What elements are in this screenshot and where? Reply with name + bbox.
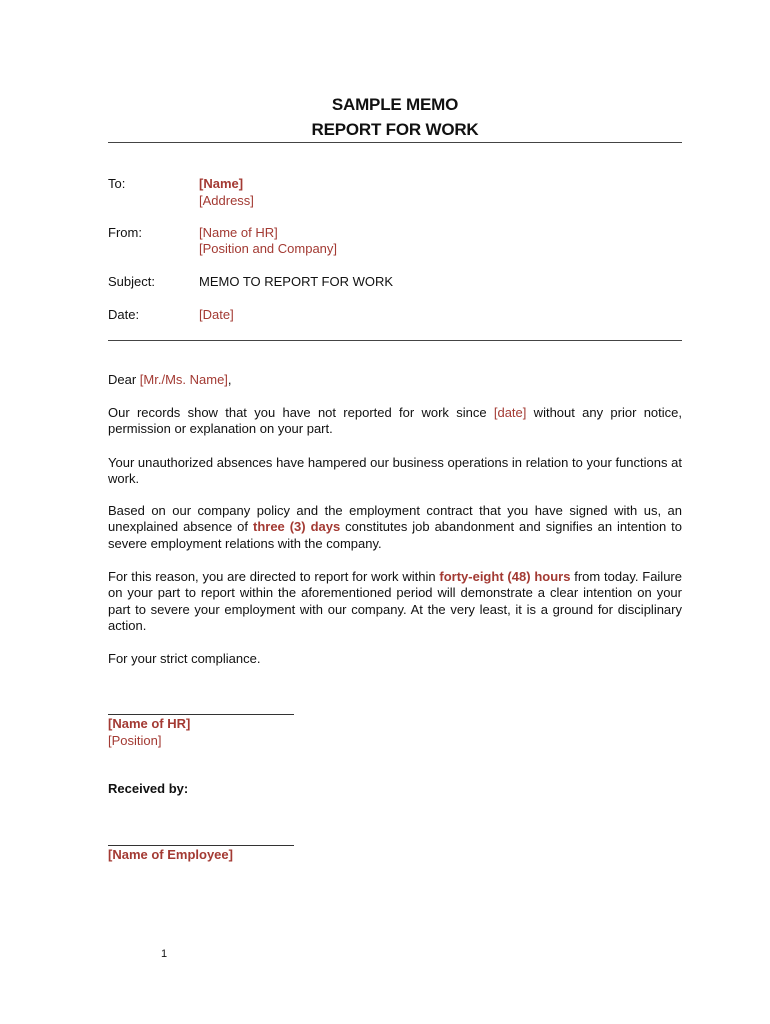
date-value: [Date] — [199, 307, 234, 322]
memo-title: SAMPLE MEMO — [331, 95, 459, 114]
hr-signature-line — [108, 714, 294, 715]
employee-name: [Name of Employee] — [108, 847, 233, 862]
to-label: To: — [108, 176, 126, 191]
to-address: [Address] — [199, 193, 254, 208]
page-number: 1 — [161, 948, 168, 960]
to-name: [Name] — [199, 176, 244, 191]
employee-signature-line — [108, 845, 294, 846]
p1-text-a: Our records show that you have not reported for work since — [108, 405, 494, 420]
p4-text-b: from today. Failure on your part to report within the aforementioned period will demonstrate a clear intention on your part to severe your employment with our company. At the very least, it is a ground for disciplinary action. — [108, 569, 682, 634]
p4-highlight: forty-eight (48) hours — [439, 569, 571, 584]
paragraph-absences: Your unauthorized absences have hampered our business operations in relation to your functions at work. — [108, 455, 682, 487]
salutation-suffix: , — [227, 372, 232, 387]
header-top-rule — [108, 142, 682, 143]
header-bottom-rule — [108, 340, 682, 341]
p3-text-b: constitutes job abandonment and signifies an intention to severe employment relations with the company. — [108, 519, 682, 551]
from-label: From: — [108, 225, 142, 240]
paragraph-records — [108, 405, 682, 438]
date-label: Date: — [108, 307, 140, 322]
p4-text-a: For this reason, you are directed to report for work within — [108, 569, 440, 584]
received-by-label: Received by: — [108, 781, 189, 796]
p1-text-b: without any prior notice, permission or explanation on your part. — [108, 405, 683, 437]
salutation-prefix: Dear — [108, 372, 140, 387]
subject-value: MEMO TO REPORT FOR WORK — [199, 274, 394, 289]
paragraph-directive — [108, 569, 682, 635]
paragraph-compliance: For your strict compliance. — [108, 651, 261, 666]
from-name: [Name of HR] — [199, 225, 278, 240]
p1-date: [date] — [493, 405, 527, 420]
salutation — [108, 372, 682, 388]
salutation-name: [Mr./Ms. Name] — [139, 372, 228, 387]
p3-highlight: three (3) days — [252, 519, 341, 535]
from-position: [Position and Company] — [199, 241, 338, 256]
memo-subtitle: REPORT FOR WORK — [311, 120, 479, 139]
hr-name: [Name of HR] — [108, 716, 191, 731]
hr-position: [Position] — [108, 733, 162, 748]
p3-text-a: Based on our company policy and the employment contract that you have signed with us, an unexplained absence of — [108, 503, 682, 535]
subject-label: Subject: — [108, 274, 155, 289]
paragraph-policy — [108, 503, 682, 552]
